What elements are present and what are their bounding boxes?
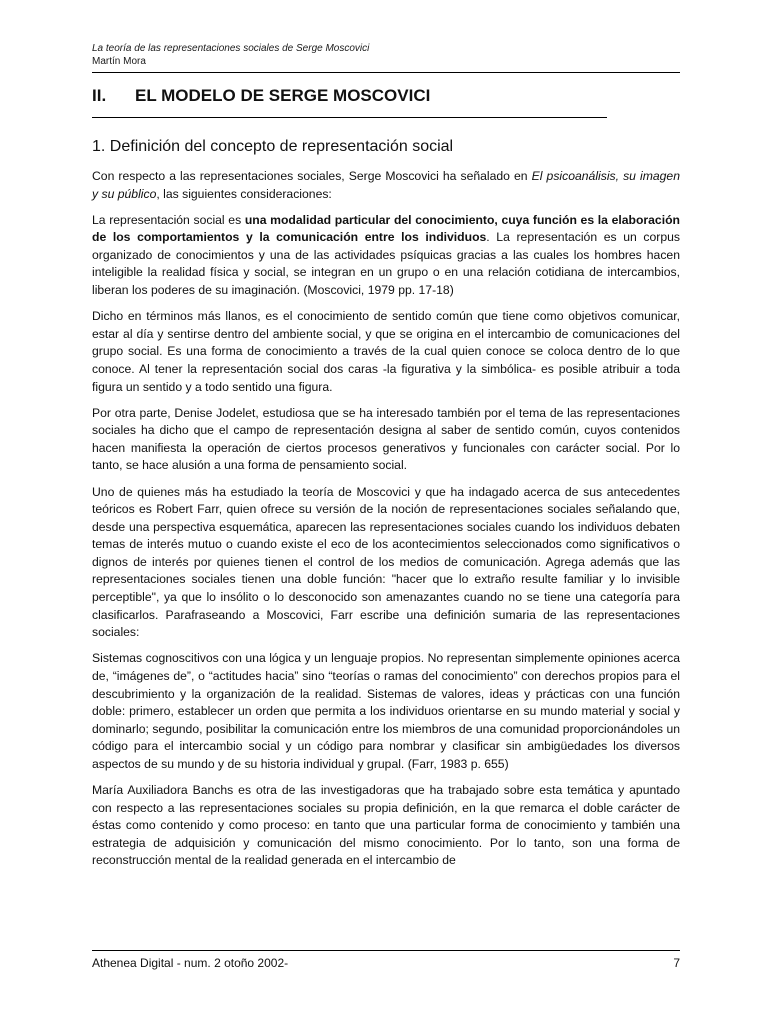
running-header-title: La teoría de las representaciones sociales de Serge Moscovici (92, 43, 370, 54)
paragraph-2-text-a: La representación social es (92, 212, 245, 227)
paragraph-2-text-c: . La representación es un corpus organizado de conocimientos y una de las actividades psíquicas gracias a las cuales los hombres hacen inteligible la realidad física y social, se integran en un grupo o en una relación cotidiana de intercambios, liberan los poderes de su imaginación. (Moscovici, 1979 pp. 17-18) (92, 230, 680, 298)
page-number: 7 (673, 956, 680, 970)
paragraph-7: María Auxiliadora Banchs es otra de las investigadoras que ha trabajado sobre esta temática y apuntado con respecto a las representaciones sociales su propia definición, en la que remarca el doble carácter de éstas como contenido y como proceso: en tanto que una particular forma de conocimiento y también una estrategia de adquisición y comunicación del mismo conocimiento. Por lo tanto, son una forma de reconstrucción mental de la realidad generada en el intercambio de (92, 783, 680, 868)
footer-divider (92, 950, 680, 951)
header-divider (92, 72, 680, 73)
document-page (92, 0, 680, 1024)
paragraph-3: Dicho en términos más llanos, es el conocimiento de sentido común que tiene como objetivos comunicar, estar al día y sentirse dentro del ambiente social, y que se origina en el intercambio de comunicaciones del grupo social. Es una forma de conocimiento a través de la cual quien conoce se coloca dentro de lo que conoce. Al tener la representación social dos caras -la figurativa y la simbólica- es posible atribuir a toda figura un sentido y a todo sentido una figura. (92, 309, 680, 394)
paragraph-4: Por otra parte, Denise Jodelet, estudiosa que se ha interesado también por el tema de las representaciones sociales ha dicho que el campo de representación designa al saber de sentido común, cuyos contenidos hacen manifiesta la operación de ciertos procesos generativos y funcionales con carácter social. Por lo tanto, se hace alusión a una forma de pensamiento social. (92, 405, 680, 473)
footer-journal: Athenea Digital - num. 2 otoño 2002- (92, 956, 289, 970)
section-divider (92, 117, 607, 118)
book-title: El psicoanálisis, su imagen y su público (92, 169, 680, 201)
body-text (92, 168, 680, 878)
running-header-author: Martín Mora (92, 55, 146, 67)
paragraph-5: Uno de quienes más ha estudiado la teoría de Moscovici y que ha indagado acerca de sus antecedentes teóricos es Robert Farr, quien ofrece su versión de la noción de representaciones sociales señalando que, desde una perspectiva esquemática, aparecen las representaciones sociales cuando los individuos debaten temas de interés mutuo o cuando existe el eco de los acontecimientos seleccionados como significativos o dignos de interés por quienes tienen el control de los medios de comunicación. Agrega además que las representaciones sociales tienen una doble función: "hacer que lo extraño resulte familiar y lo invisible perceptible", ya que lo insólito o lo desconocido son amenazantes cuando no se tiene una categoría para clasificarlos. Parafraseando a Moscovici, Farr escribe una definición sumaria de las representaciones sociales: (92, 484, 680, 640)
paragraph-6: Sistemas cognoscitivos con una lógica y un lenguaje propios. No representan simplemente opiniones acerca de, “imágenes de”, o “actitudes hacia” sino “teorías o ramas del conocimiento” con derechos propios para el descubrimiento y la organización de la realidad. Sistemas de valores, ideas y prácticas con una función doble: primero, establecer un orden que permita a los individuos orientarse en su mundo material y social y dominarlo; segundo, posibilitar la comunicación entre los miembros de una comunidad proporcionándoles un código para el intercambio social y un código para nombrar y clasificar sin ambigüedades los diversos aspectos de su mundo y de su historia individual y grupal. (Farr, 1983 p. 655) (92, 651, 680, 771)
paragraph-1-text-c: , las siguientes consideraciones: (156, 186, 332, 201)
subsection-heading: 1. Definición del concepto de representación social (92, 138, 454, 155)
running-header (92, 43, 369, 68)
definition-highlight: una modalidad particular del conocimiento, cuya función es la elaboración de los comportamientos y la comunicación entre los individuos (92, 212, 680, 245)
section-number: II. (92, 86, 107, 105)
section-heading (92, 86, 430, 106)
section-title: EL MODELO DE SERGE MOSCOVICI (135, 86, 431, 105)
paragraph-2 (92, 212, 680, 300)
paragraph-1 (92, 168, 680, 203)
paragraph-1-text-a: Con respecto a las representaciones sociales, Serge Moscovici ha señalado en (92, 169, 532, 183)
